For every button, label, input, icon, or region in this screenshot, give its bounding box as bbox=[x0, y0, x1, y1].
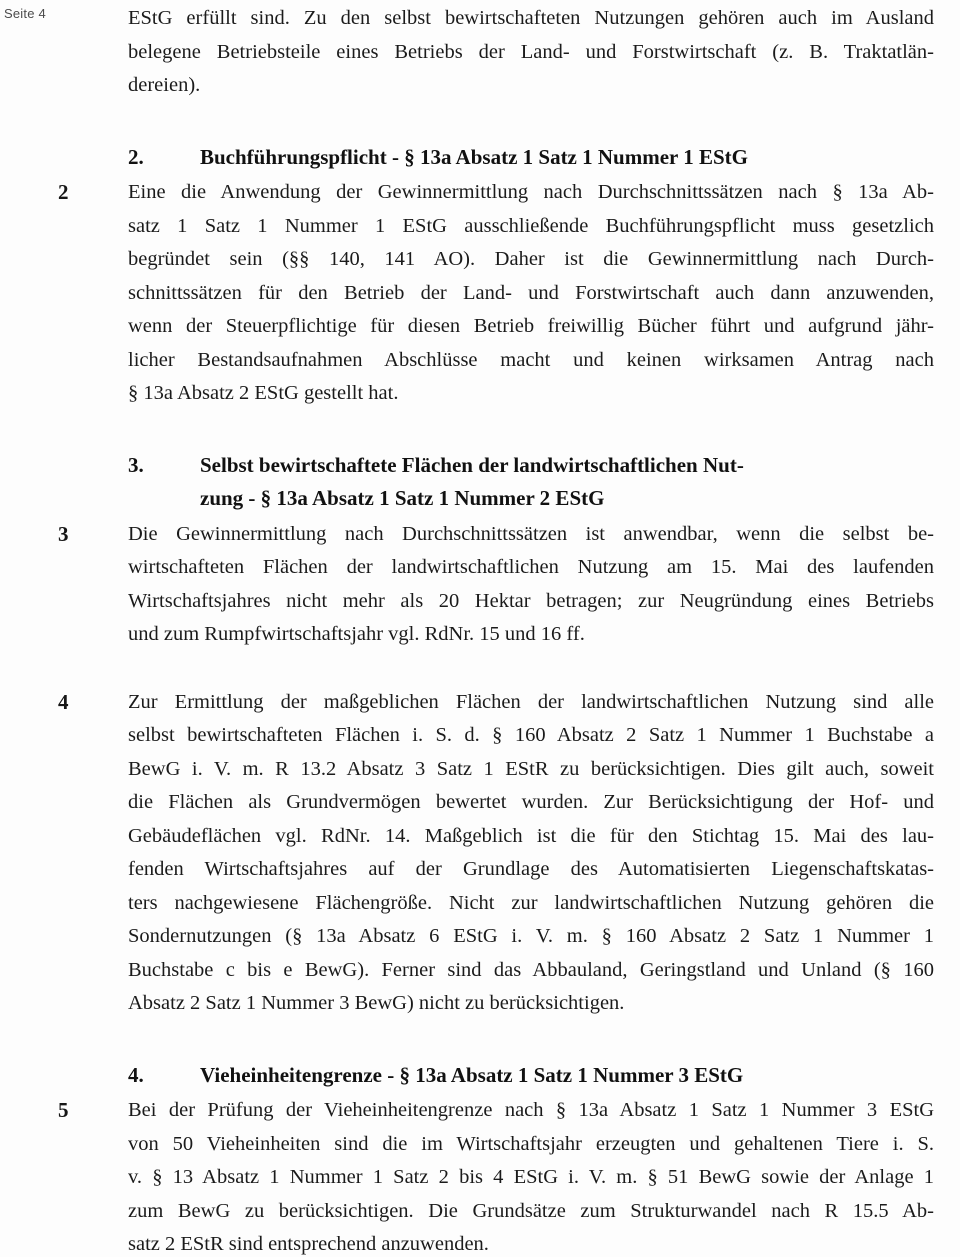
margin-number: 5 bbox=[58, 1098, 69, 1122]
text-line: BewG i. V. m. R 13.2 Absatz 3 Satz 1 EStR zu berücksichtigen. Dies gilt auch, soweit bbox=[128, 757, 934, 780]
text-line: Zur Ermittlung der maßgeblichen Flächen der landwirtschaftlichen Nutzung sind alle bbox=[128, 690, 934, 713]
text-line: dereien). bbox=[128, 74, 201, 96]
text-line: Wirtschaftsjahres nicht mehr als 20 Hektar betragen; zur Neugründung eines Betriebs bbox=[128, 589, 934, 612]
paragraph-rdnr-4 bbox=[58, 686, 934, 1021]
text-line: wenn der Steuerpflichtige für diesen Betrieb freiwillig Bücher führt und aufgrund jähr- bbox=[128, 315, 934, 337]
text-line: EStG erfüllt sind. Zu den selbst bewirtschafteten Nutzungen gehören auch im Ausland bbox=[128, 7, 934, 29]
text-line: Gebäudeflächen vgl. RdNr. 14. Maßgeblich ist die für den Stichtag 15. Mai des lau- bbox=[128, 824, 934, 847]
section-heading-flaechen-landwirtschaftliche-nutzung bbox=[128, 449, 934, 516]
text-line: begründet sein (§§ 140, 141 AO). Daher ist die Gewinnermittlung nach Durch- bbox=[128, 248, 934, 270]
heading-number: 4. bbox=[128, 1062, 144, 1087]
paragraph-rdnr-3 bbox=[58, 518, 934, 652]
paragraph-text bbox=[128, 518, 934, 652]
text-line: ters nachgewiesene Flächengröße. Nicht zur landwirtschaftlichen Nutzung gehören die bbox=[128, 891, 934, 914]
text-line: belegene Betriebsteile eines Betriebs der Land- und Forstwirtschaft (z. B. Traktatlän- bbox=[128, 40, 934, 63]
text-line: Vieheinheitengrenze - § 13a Absatz 1 Satz 1 Nummer 3 EStG bbox=[200, 1062, 744, 1087]
text-line: satz 1 Satz 1 Nummer 1 EStG ausschließende Buchführungspflicht muss gesetzlich bbox=[128, 214, 934, 237]
margin-number: 3 bbox=[58, 521, 69, 546]
text-line: schnittssätzen für den Betrieb der Land- und Forstwirtschaft auch dann anzuwenden, bbox=[128, 281, 934, 304]
page-number-label: Seite 4 bbox=[4, 6, 46, 21]
paragraph-rdnr-2 bbox=[58, 176, 934, 411]
text-line: zung - § 13a Absatz 1 Satz 1 Nummer 2 EStG bbox=[200, 486, 605, 510]
text-line: Buchführungspflicht - § 13a Absatz 1 Satz 1 Nummer 1 EStG bbox=[200, 144, 748, 169]
text-line: Buchstabe c bis e BewG). Ferner sind das Abbauland, Geringstland und Unland (§ 160 bbox=[128, 958, 934, 981]
paragraph-rdnr-5 bbox=[58, 1094, 934, 1257]
document-content bbox=[58, 2, 934, 1257]
text-line: zum BewG zu berücksichtigen. Die Grundsätze zum Strukturwandel nach R 15.5 Ab- bbox=[128, 1199, 934, 1222]
paragraph-text bbox=[128, 176, 934, 411]
section-heading-vieheinheitengrenze bbox=[128, 1059, 934, 1093]
paragraph-continuation bbox=[128, 2, 934, 103]
text-line: v. § 13 Absatz 1 Nummer 1 Satz 2 bis 4 EStG i. V. m. § 51 BewG sowie der Anlage 1 bbox=[128, 1166, 934, 1188]
heading-text bbox=[200, 141, 934, 175]
paragraph-text bbox=[128, 2, 934, 103]
text-line: Die Gewinnermittlung nach Durchschnittssätzen ist anwendbar, wenn die selbst be- bbox=[128, 522, 934, 545]
heading-number: 2. bbox=[128, 144, 144, 169]
heading-text bbox=[200, 449, 934, 516]
text-line: Selbst bewirtschaftete Flächen der landwirtschaftlichen Nut- bbox=[200, 452, 744, 477]
text-line: § 13a Absatz 2 EStG gestellt hat. bbox=[128, 382, 399, 404]
text-line: selbst bewirtschafteten Flächen i. S. d. § 160 Absatz 2 Satz 1 Nummer 1 Buchstabe a bbox=[128, 724, 934, 746]
heading-number: 3. bbox=[128, 452, 144, 477]
text-line: licher Bestandsaufnahmen Abschlüsse macht und keinen wirksamen Antrag nach bbox=[128, 348, 934, 371]
text-line: von 50 Vieheinheiten sind die im Wirtschaftsjahr erzeugten und gehaltenen Tiere i. S. bbox=[128, 1132, 934, 1155]
text-line: die Flächen als Grundvermögen bewertet wurden. Zur Berücksichtigung der Hof- und bbox=[128, 791, 934, 813]
text-line: Bei der Prüfung der Vieheinheitengrenze nach § 13a Absatz 1 Satz 1 Nummer 3 EStG bbox=[128, 1099, 934, 1121]
heading-text bbox=[200, 1059, 934, 1093]
text-line: Sondernutzungen (§ 13a Absatz 6 EStG i. V. m. § 160 Absatz 2 Satz 1 Nummer 1 bbox=[128, 925, 934, 947]
section-heading-buchfuehrungspflicht bbox=[128, 141, 934, 175]
text-line: fenden Wirtschaftsjahres auf der Grundlage des Automatisierten Liegenschaftskatas- bbox=[128, 858, 934, 880]
paragraph-text bbox=[128, 686, 934, 1021]
text-line: Eine die Anwendung der Gewinnermittlung nach Durchschnittssätzen nach § 13a Ab- bbox=[128, 181, 934, 203]
margin-number: 2 bbox=[58, 180, 69, 204]
text-line: wirtschafteten Flächen der landwirtschaftlichen Nutzung am 15. Mai des laufenden bbox=[128, 556, 934, 578]
text-line: satz 2 EStR sind entsprechend anzuwenden. bbox=[128, 1233, 489, 1255]
margin-number: 4 bbox=[58, 689, 69, 714]
text-line: Absatz 2 Satz 1 Nummer 3 BewG) nicht zu berücksichtigen. bbox=[128, 992, 625, 1014]
text-line: und zum Rumpfwirtschaftsjahr vgl. RdNr. 15 und 16 ff. bbox=[128, 623, 585, 645]
paragraph-text bbox=[128, 1094, 934, 1257]
